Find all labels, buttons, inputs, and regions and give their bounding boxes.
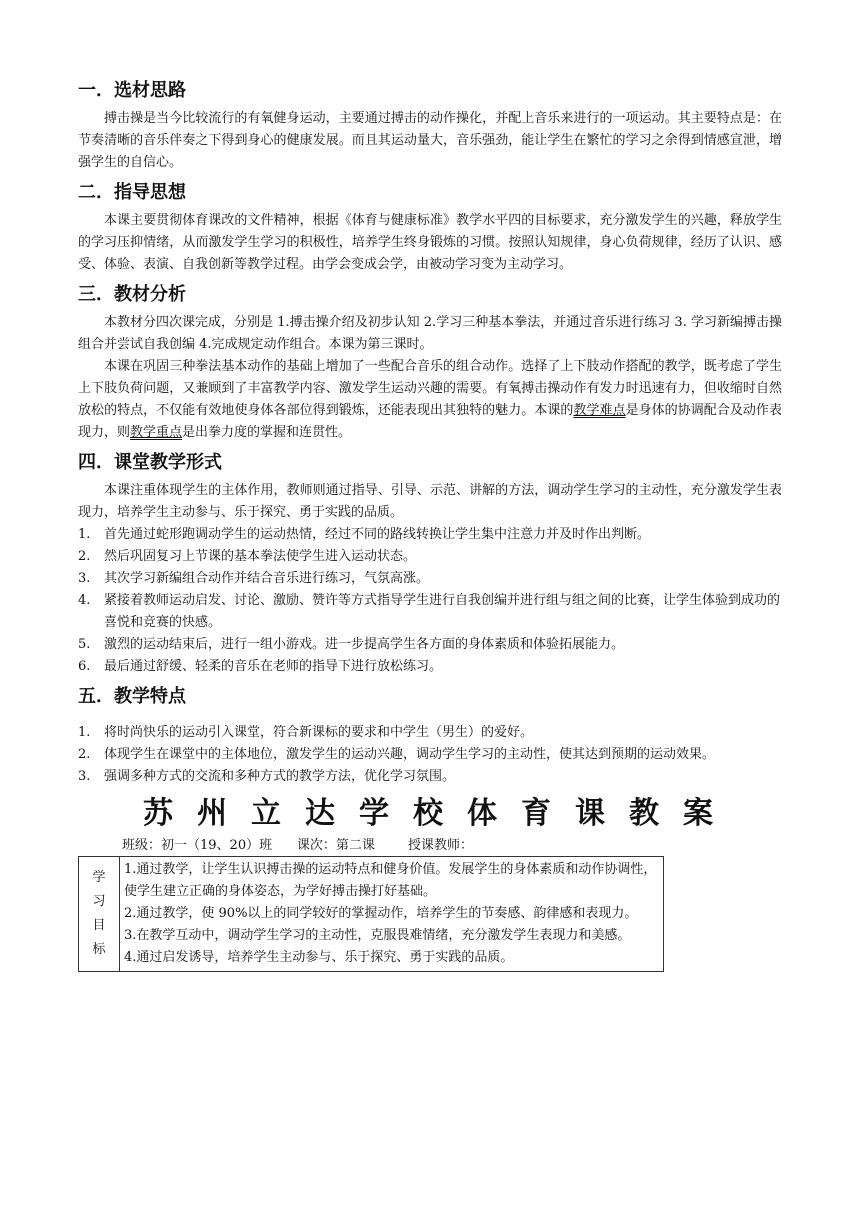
list-text: 体现学生在课堂中的主体地位，激发学生的运动兴趣，调动学生学习的主动性，使其达到预期的运动效果。 [104, 747, 716, 762]
list-text: 然后巩固复习上节课的基本拳法使学生进入运动状态。 [104, 549, 417, 564]
paragraph: 本课主要贯彻体育课改的文件精神，根据《体育与健康标准》教学水平四的目标要求，充分激发学生的兴趣，释放学生的学习压抑情绪，从而激发学生学习的积极性，培养学生终身锻炼的习惯。按照认知规律，身心负荷规律，经历了认识、感受、体验、表演、自我创新等教学过程。由学会变成会学，由被动学习变为主动学习。 [78, 213, 782, 272]
paragraph: 本课注重体现学生的主体作用，教师则通过指导、引导、示范、讲解的方法，调动学生学习的主动性，充分激发学生表现力，培养学生主动参与、乐于探究、勇于实践的品质。 [78, 483, 782, 520]
list-number: 5. [78, 637, 91, 652]
list-item [78, 722, 782, 744]
list-number: 2. [78, 747, 91, 762]
class-info-line [78, 836, 782, 856]
school-title: 苏州立达学校体育课教案 [143, 796, 737, 831]
paragraph: 搏击操是当今比较流行的有氧健身运动，主要通过搏击的动作操化，并配上音乐来进行的一项运动。其主要特点是：在节奏清晰的音乐伴奏之下得到身心的健康发展。而且其运动量大，音乐强劲，能让学生在繁忙的学习之余得到情感宣泄，增强学生的自信心。 [78, 111, 782, 170]
label-char: 标 [92, 942, 106, 957]
list-text: 其次学习新编组合动作并结合音乐进行练习，气氛高涨。 [104, 571, 430, 586]
list-number: 4. [78, 593, 91, 608]
teacher-info: 授课教师： [407, 838, 473, 853]
table-row [79, 857, 664, 972]
section-heading: 一．选材思路 [78, 80, 186, 101]
objectives-content [120, 857, 664, 972]
goal-item: 1.通过教学，让学生认识搏击操的运动特点和健身价值。发展学生的身体素质和动作协调性，使学生建立正确的身体姿态，为学好搏击操打好基础。 [124, 862, 657, 899]
list-item [78, 590, 782, 634]
paragraph-text: 是身体的协调配合及动作表现力，则 [78, 403, 782, 440]
list-item [78, 744, 782, 766]
difficulty-term: 教学难点 [573, 403, 626, 418]
paragraph-text: 本课在巩固三种拳法基本动作的基础上增加了一些配合音乐的组合动作。选择了上下肢动作搭配的教学，既考虑了学生上下肢负荷问题，又兼顾到了丰富教学内容、激发学生运动兴趣的需要。有氧搏击操动作有发力时迅速有力，但收缩时自然放松的特点，不仅能有效地使身体各部位得到锻炼，还能表现出其独特的魅力。本课的 [78, 359, 782, 418]
list-text: 最后通过舒缓、轻柔的音乐在老师的指导下进行放松练习。 [104, 659, 443, 674]
objectives-label [79, 857, 120, 972]
list-text: 将时尚快乐的运动引入课堂，符合新课标的要求和中学生（男生）的爱好。 [104, 725, 534, 740]
goal-item: 2.通过教学，使 90%以上的同学较好的掌握动作，培养学生的节奏感、韵律感和表现力。 [124, 906, 638, 921]
label-char: 习 [92, 894, 106, 909]
class-info: 班级：初一（19、20）班 [122, 838, 273, 853]
lesson-info: 课次：第二课 [296, 838, 375, 853]
list-item [78, 568, 782, 590]
label-char: 学 [92, 870, 106, 885]
list-item [78, 656, 782, 678]
section-heading: 二．指导思想 [78, 182, 186, 203]
paragraph: 本教材分四次课完成，分别是 1.搏击操介绍及初步认知 2.学习三种基本拳法，并通过音乐进行练习 3. 学习新编搏击操组合并尝试自我创编 4.完成规定动作组合。本课为第三课时。 [78, 315, 782, 352]
list-text: 首先通过蛇形跑调动学生的运动热情，经过不同的路线转换让学生集中注意力并及时作出判断。 [104, 527, 651, 542]
list-item [78, 524, 782, 546]
list-number: 3. [78, 571, 91, 586]
list-number: 1. [78, 725, 91, 740]
section-heading: 三．教材分析 [78, 284, 186, 305]
list-text: 强调多种方式的交流和多种方式的教学方法，优化学习氛围。 [104, 769, 456, 784]
list-number: 3. [78, 769, 91, 784]
list-number: 6. [78, 659, 91, 674]
list-item [78, 634, 782, 656]
paragraph-text: 是出拳力度的掌握和连贯性。 [182, 425, 352, 440]
section-heading: 五．教学特点 [78, 686, 186, 707]
numbered-list [78, 524, 782, 678]
list-text: 激烈的运动结束后，进行一组小游戏。进一步提高学生各方面的身体素质和体验拓展能力。 [104, 637, 625, 652]
list-item [78, 546, 782, 568]
goal-item: 4.通过启发诱导，培养学生主动参与、乐于探究、勇于实践的品质。 [124, 950, 514, 965]
keypoint-term: 教学重点 [130, 425, 183, 440]
goal-item: 3.在教学互动中，调动学生学习的主动性，克服畏难情绪，充分激发学生表现力和美感。 [124, 928, 631, 943]
paragraph [78, 356, 782, 444]
list-number: 1. [78, 527, 91, 542]
objectives-table [78, 856, 664, 972]
section-heading: 四．课堂教学形式 [78, 452, 222, 473]
label-char: 目 [92, 918, 106, 933]
numbered-list [78, 722, 782, 788]
document-page [78, 70, 782, 972]
list-text: 紧接着教师运动启发、讨论、激励、赞许等方式指导学生进行自我创编并进行组与组之间的比赛，让学生体验到成功的喜悦和竞赛的快感。 [104, 593, 781, 630]
list-item [78, 766, 782, 788]
list-number: 2. [78, 549, 91, 564]
